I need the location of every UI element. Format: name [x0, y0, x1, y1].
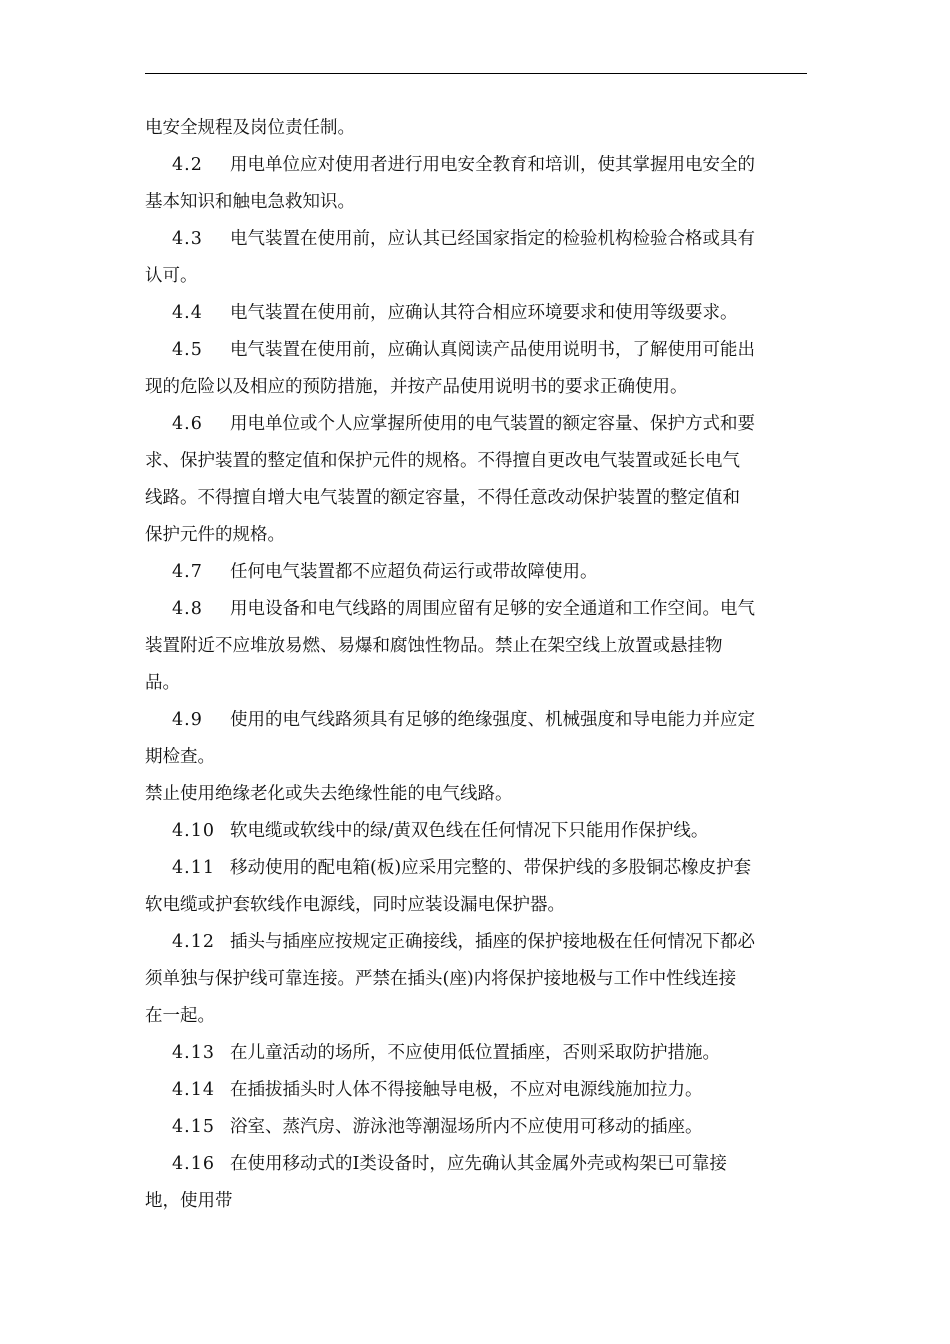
clause-number: 4.16 [172, 1154, 215, 1174]
paragraph-line [145, 1183, 810, 1220]
paragraph-line [145, 665, 810, 702]
paragraph-line [145, 850, 810, 887]
clause-number: 4.4 [172, 303, 203, 323]
paragraph-line [145, 295, 810, 332]
document-body [145, 110, 810, 1220]
paragraph-line [145, 887, 810, 924]
paragraph-line [145, 369, 810, 406]
paragraph-text: 在使用移动式的Ⅰ类设备时，应先确认其金属外壳或构架已可靠接 [230, 1154, 727, 1174]
paragraph-text: 装置附近不应堆放易燃、易爆和腐蚀性物品。禁止在架空线上放置或悬挂物 [145, 636, 723, 656]
paragraph-text: 电气装置在使用前，应认其已经国家指定的检验机构检验合格或具有 [230, 229, 755, 249]
paragraph-line [145, 258, 810, 295]
paragraph-text: 软电缆或护套软线作电源线，同时应装设漏电保护器。 [145, 895, 565, 915]
clause-number: 4.7 [172, 562, 203, 582]
paragraph-line [145, 776, 810, 813]
paragraph-line [145, 628, 810, 665]
paragraph-text: 地，使用带 [145, 1191, 233, 1211]
paragraph-text: 用电单位应对使用者进行用电安全教育和培训，使其掌握用电安全的 [230, 155, 755, 175]
paragraph-text: 在儿童活动的场所，不应使用低位置插座，否则采取防护措施。 [230, 1043, 720, 1063]
paragraph-text: 线路。不得擅自增大电气装置的额定容量，不得任意改动保护装置的整定值和 [145, 488, 740, 508]
paragraph-text: 插头与插座应按规定正确接线，插座的保护接地极在任何情况下都必 [230, 932, 755, 952]
paragraph-line [145, 480, 810, 517]
clause-number: 4.11 [172, 858, 215, 878]
paragraph-text: 软电缆或软线中的绿/黄双色线在任何情况下只能用作保护线。 [230, 821, 709, 841]
clause-number: 4.8 [172, 599, 203, 619]
paragraph-text: 品。 [145, 673, 180, 693]
clause-number: 4.5 [172, 340, 203, 360]
clause-number: 4.15 [172, 1117, 215, 1137]
paragraph-line [145, 1072, 810, 1109]
paragraph-line [145, 1146, 810, 1183]
paragraph-text: 电安全规程及岗位责任制。 [145, 118, 355, 138]
paragraph-text: 浴室、蒸汽房、游泳池等潮湿场所内不应使用可移动的插座。 [230, 1117, 703, 1137]
paragraph-line [145, 702, 810, 739]
paragraph-text: 任何电气装置都不应超负荷运行或带故障使用。 [230, 562, 598, 582]
clause-number: 4.2 [172, 155, 203, 175]
paragraph-text: 在插拔插头时人体不得接触导电极，不应对电源线施加拉力。 [230, 1080, 703, 1100]
paragraph-line [145, 517, 810, 554]
paragraph-line [145, 1109, 810, 1146]
paragraph-line [145, 813, 810, 850]
paragraph-text: 求、保护装置的整定值和保护元件的规格。不得擅自更改电气装置或延长电气 [145, 451, 740, 471]
clause-number: 4.3 [172, 229, 203, 249]
paragraph-text: 认可。 [145, 266, 198, 286]
paragraph-line [145, 332, 810, 369]
paragraph-text: 保护元件的规格。 [145, 525, 285, 545]
paragraph-line [145, 961, 810, 998]
paragraph-text: 在一起。 [145, 1006, 215, 1026]
clause-number: 4.14 [172, 1080, 215, 1100]
paragraph-line [145, 184, 810, 221]
clause-number: 4.12 [172, 932, 215, 952]
header-rule [145, 73, 807, 74]
paragraph-text: 电气装置在使用前，应确认其符合相应环境要求和使用等级要求。 [230, 303, 738, 323]
clause-number: 4.9 [172, 710, 203, 730]
paragraph-line [145, 739, 810, 776]
paragraph-line [145, 924, 810, 961]
paragraph-line [145, 998, 810, 1035]
clause-number: 4.10 [172, 821, 215, 841]
paragraph-text: 禁止使用绝缘老化或失去绝缘性能的电气线路。 [145, 784, 513, 804]
paragraph-line [145, 110, 810, 147]
paragraph-text: 电气装置在使用前，应确认真阅读产品使用说明书，了解使用可能出 [230, 340, 755, 360]
paragraph-line [145, 443, 810, 480]
paragraph-text: 用电单位或个人应掌握所使用的电气装置的额定容量、保护方式和要 [230, 414, 755, 434]
paragraph-line [145, 554, 810, 591]
paragraph-text: 移动使用的配电箱(板)应采用完整的、带保护线的多股铜芯橡皮护套 [230, 858, 752, 878]
paragraph-text: 用电设备和电气线路的周围应留有足够的安全通道和工作空间。电气 [230, 599, 755, 619]
paragraph-text: 期检查。 [145, 747, 215, 767]
paragraph-text: 基本知识和触电急救知识。 [145, 192, 355, 212]
paragraph-line [145, 147, 810, 184]
paragraph-text: 现的危险以及相应的预防措施，并按产品使用说明书的要求正确使用。 [145, 377, 688, 397]
clause-number: 4.6 [172, 414, 203, 434]
clause-number: 4.13 [172, 1043, 215, 1063]
paragraph-line [145, 1035, 810, 1072]
paragraph-line [145, 591, 810, 628]
paragraph-text: 须单独与保护线可靠连接。严禁在插头(座)内将保护接地极与工作中性线连接 [145, 969, 737, 989]
paragraph-text: 使用的电气线路须具有足够的绝缘强度、机械强度和导电能力并应定 [230, 710, 755, 730]
paragraph-line [145, 221, 810, 258]
paragraph-line [145, 406, 810, 443]
